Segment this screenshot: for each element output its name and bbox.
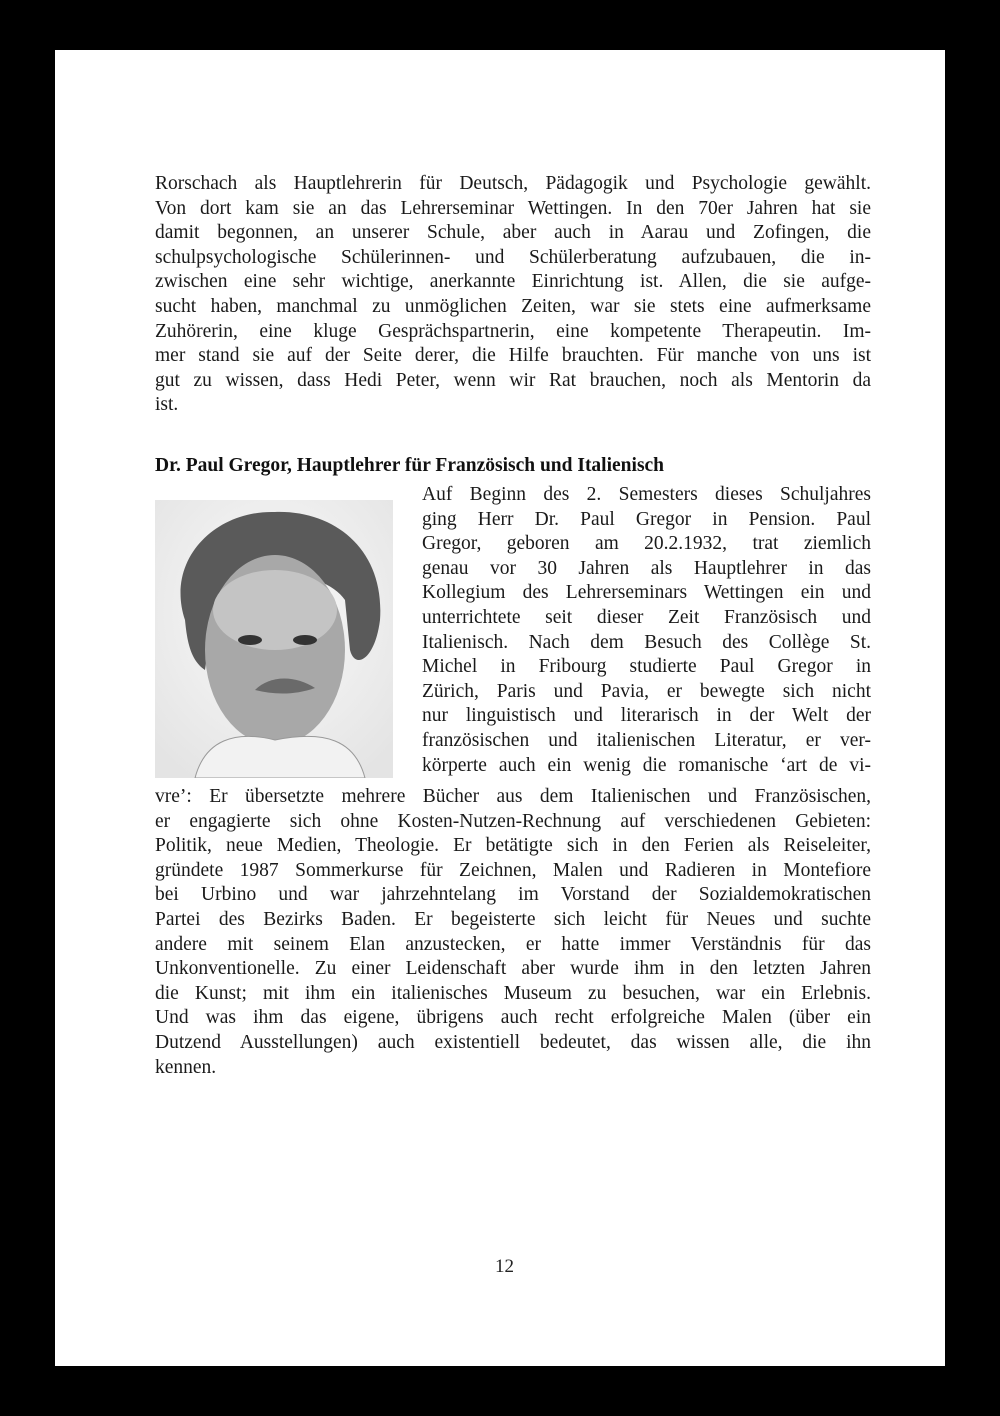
text-line: Zuhörerin, eine kluge Gesprächspartnerin, eine kompetente Therapeutin. Im-	[155, 320, 871, 342]
text-line: Politik, neue Medien, Theologie. Er betätigte sich in den Ferien als Reiseleiter,	[155, 835, 871, 857]
text-line: die Kunst; mit ihm ein italienisches Museum zu besuchen, war ein Erlebnis.	[155, 982, 871, 1004]
text-line: er engagierte sich ohne Kosten-Nutzen-Rechnung auf verschiedenen Gebieten:	[155, 810, 871, 832]
text-line: sucht haben, manchmal zu unmöglichen Zeiten, war sie stets eine aufmerksame	[155, 295, 871, 317]
text-line: unterrichtete seit dieser Zeit Französisch und	[422, 606, 871, 628]
text-line: Rorschach als Hauptlehrerin für Deutsch, Pädagogik und Psychologie gewählt.	[155, 173, 871, 194]
text-line: körperte auch ein wenig die romanische ‘art de vi-	[422, 754, 871, 776]
text-line: Gregor, geboren am 20.2.1932, trat ziemlich	[422, 533, 871, 555]
text-line: nur linguistisch und literarisch in der Welt der	[422, 705, 871, 727]
portrait-photo	[155, 500, 393, 778]
text-line: kennen.	[155, 1056, 217, 1078]
text-line: Und was ihm das eigene, übrigens auch recht erfolgreiche Malen (über ein	[155, 1007, 871, 1029]
text-line: gut zu wissen, dass Hedi Peter, wenn wir Rat brauchen, noch als Mentorin da	[155, 369, 871, 391]
text-line: ist.	[155, 394, 179, 416]
text-line: bei Urbino und war jahrzehntelang im Vorstand der Sozialdemokratischen	[155, 884, 871, 906]
text-line: französischen und italienischen Literatur, er ver-	[422, 729, 871, 751]
text-line: ging Herr Dr. Paul Gregor in Pension. Paul	[422, 508, 871, 530]
paragraph-hedi-peter	[155, 172, 871, 418]
text-line: schulpsychologische Schülerinnen- und Schülerberatung aufzubauen, die in-	[155, 246, 871, 268]
text-line: Auf Beginn des 2. Semesters dieses Schuljahres	[422, 484, 871, 505]
section-heading: Dr. Paul Gregor, Hauptlehrer für Französisch und Italienisch	[155, 455, 665, 476]
document-page	[55, 50, 945, 1366]
text-line: Kollegium des Lehrerseminars Wettingen ein und	[422, 582, 871, 604]
text-line: Partei des Bezirks Baden. Er begeisterte sich leicht für Neues und suchte	[155, 908, 871, 930]
text-line: Michel in Fribourg studierte Paul Gregor in	[422, 656, 871, 678]
text-line: mer stand sie auf der Seite derer, die Hilfe brauchten. Für manche von uns ist	[155, 345, 871, 367]
text-line: Dutzend Ausstellungen) auch existentiell bedeutet, das wissen alle, die ihn	[155, 1031, 871, 1053]
text-line: genau vor 30 Jahren als Hauptlehrer in das	[422, 557, 871, 579]
page-number: 12	[495, 1256, 514, 1277]
text-line: Zürich, Paris und Pavia, er bewegte sich nicht	[422, 680, 871, 702]
paragraph-paul-gregor-beside-photo	[422, 483, 871, 778]
paragraph-paul-gregor-continued	[155, 785, 871, 1080]
text-line: Unkonventionelle. Zu einer Leidenschaft aber wurde ihm in den letzten Jahren	[155, 958, 871, 980]
text-line: Italienisch. Nach dem Besuch des Collège St.	[422, 631, 871, 653]
text-line: Von dort kam sie an das Lehrerseminar Wettingen. In den 70er Jahren hat sie	[155, 197, 871, 219]
text-line: gründete 1987 Sommerkurse für Zeichnen, Malen und Radieren in Montefiore	[155, 859, 871, 881]
text-line: zwischen eine sehr wichtige, anerkannte Einrichtung ist. Allen, die sie aufge-	[155, 271, 871, 293]
text-line: vre’: Er übersetzte mehrere Bücher aus dem Italienischen und Französischen,	[155, 786, 871, 807]
text-line: andere mit seinem Elan anzustecken, er hatte immer Verständnis für das	[155, 933, 871, 955]
text-line: damit begonnen, an unserer Schule, aber auch in Aarau und Zofingen, die	[155, 222, 871, 244]
